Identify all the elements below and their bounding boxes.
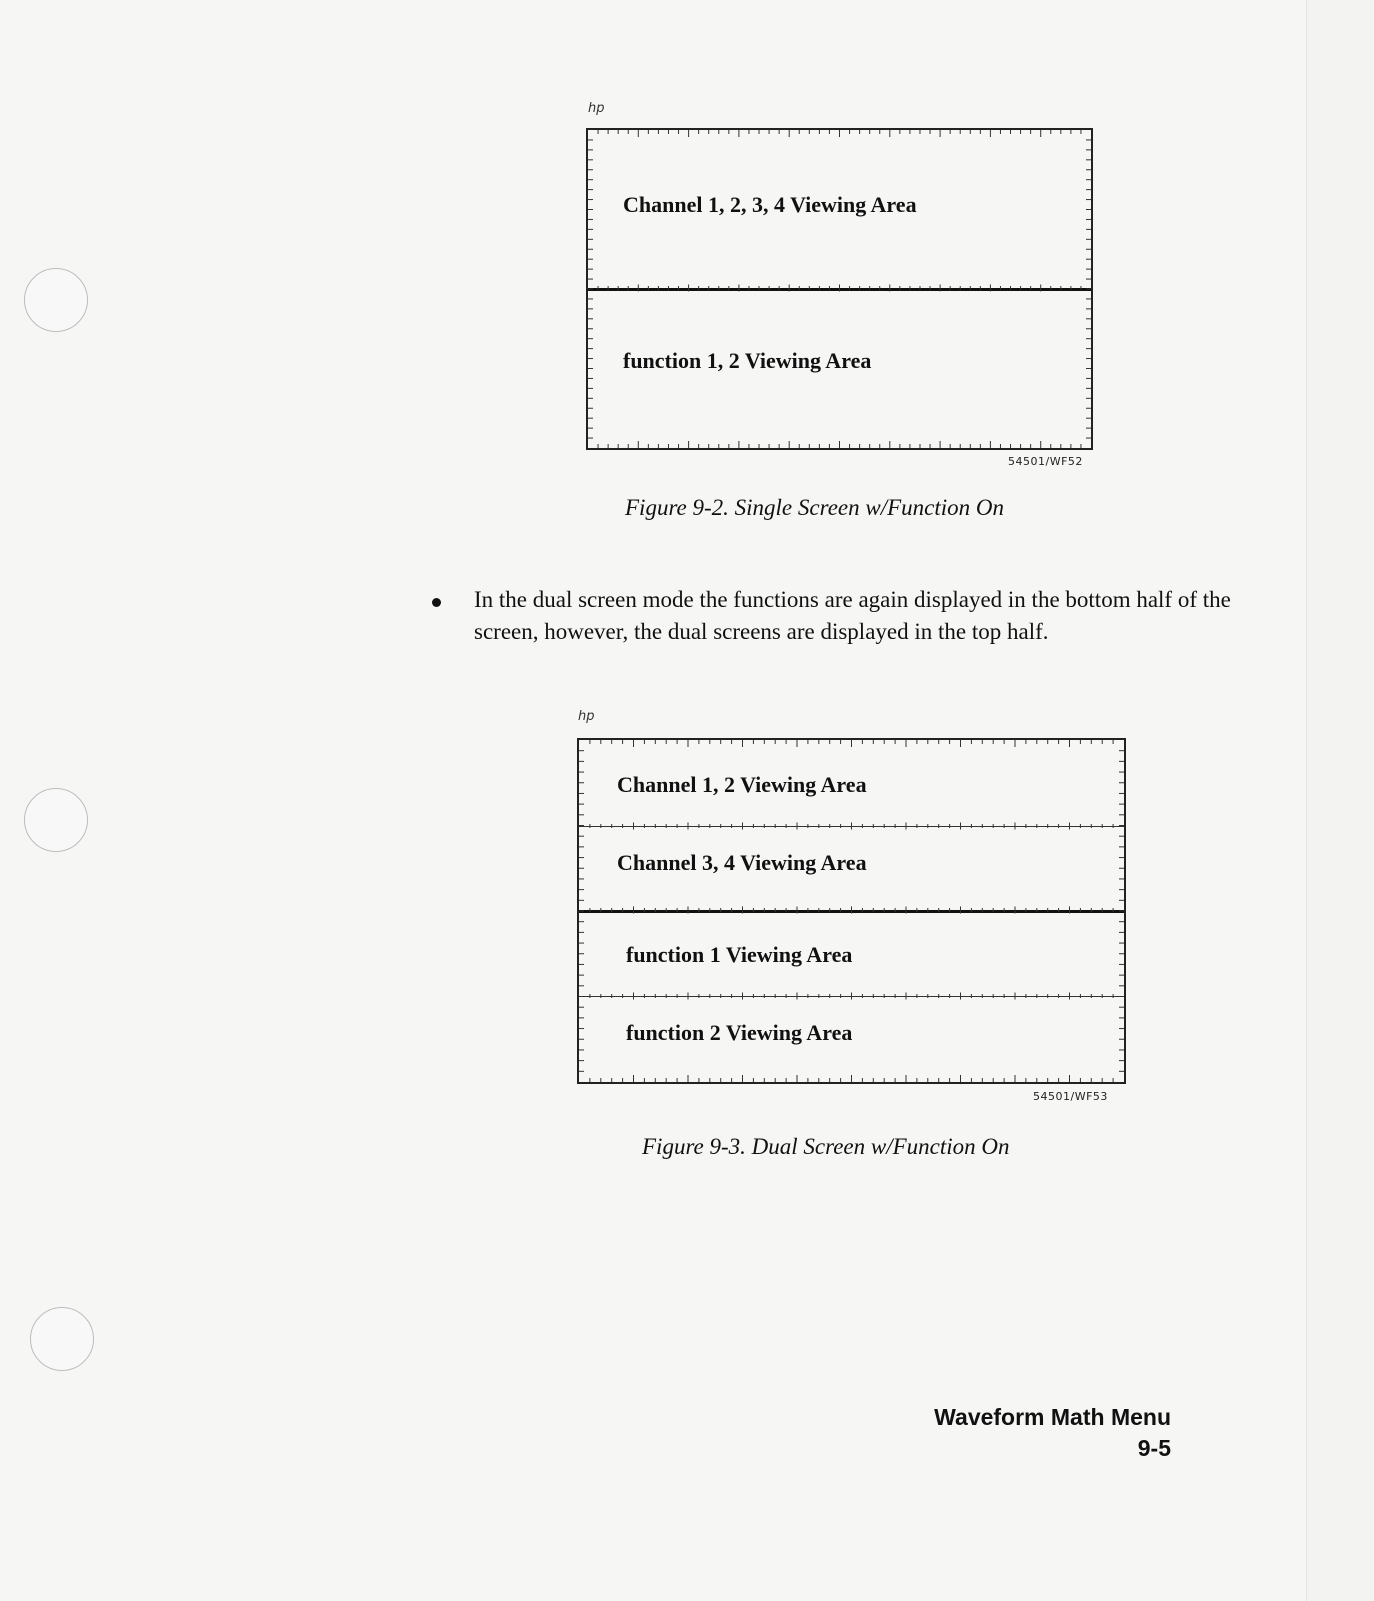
dual-screen-graticule (577, 738, 1126, 1084)
punch-hole-top (24, 268, 88, 332)
hp-mark: hp (578, 709, 595, 724)
figure-caption: Figure 9-2. Single Screen w/Function On (625, 495, 1004, 520)
channel-1-2-viewing-area-label: Channel 1, 2 Viewing Area (617, 772, 867, 797)
single-screen-graticule (586, 128, 1093, 450)
graticule-ticks (588, 130, 1091, 448)
function-1-viewing-area-label: function 1 Viewing Area (626, 942, 853, 967)
body-paragraph: In the dual screen mode the functions are again displayed in the bottom half of the screen, however, the dual screens are displayed in the top half. (474, 587, 1231, 644)
section-title: Waveform Math Menu (934, 1404, 1171, 1430)
hp-mark: hp (588, 101, 605, 116)
bullet-point (432, 598, 441, 607)
page-number: 9-5 (1137, 1435, 1171, 1461)
function-viewing-area-label: function 1, 2 Viewing Area (623, 348, 872, 373)
channel-viewing-area-label: Channel 1, 2, 3, 4 Viewing Area (623, 192, 917, 217)
figure-id: 54501/WF52 (1008, 455, 1083, 468)
punch-hole-bottom (30, 1307, 94, 1371)
graticule-ticks (579, 740, 1124, 1082)
channel-3-4-viewing-area-label: Channel 3, 4 Viewing Area (617, 850, 867, 875)
figure-id: 54501/WF53 (1033, 1090, 1108, 1103)
figure-caption: Figure 9-3. Dual Screen w/Function On (642, 1134, 1010, 1159)
function-2-viewing-area-label: function 2 Viewing Area (626, 1020, 853, 1045)
punch-hole-middle (24, 788, 88, 852)
